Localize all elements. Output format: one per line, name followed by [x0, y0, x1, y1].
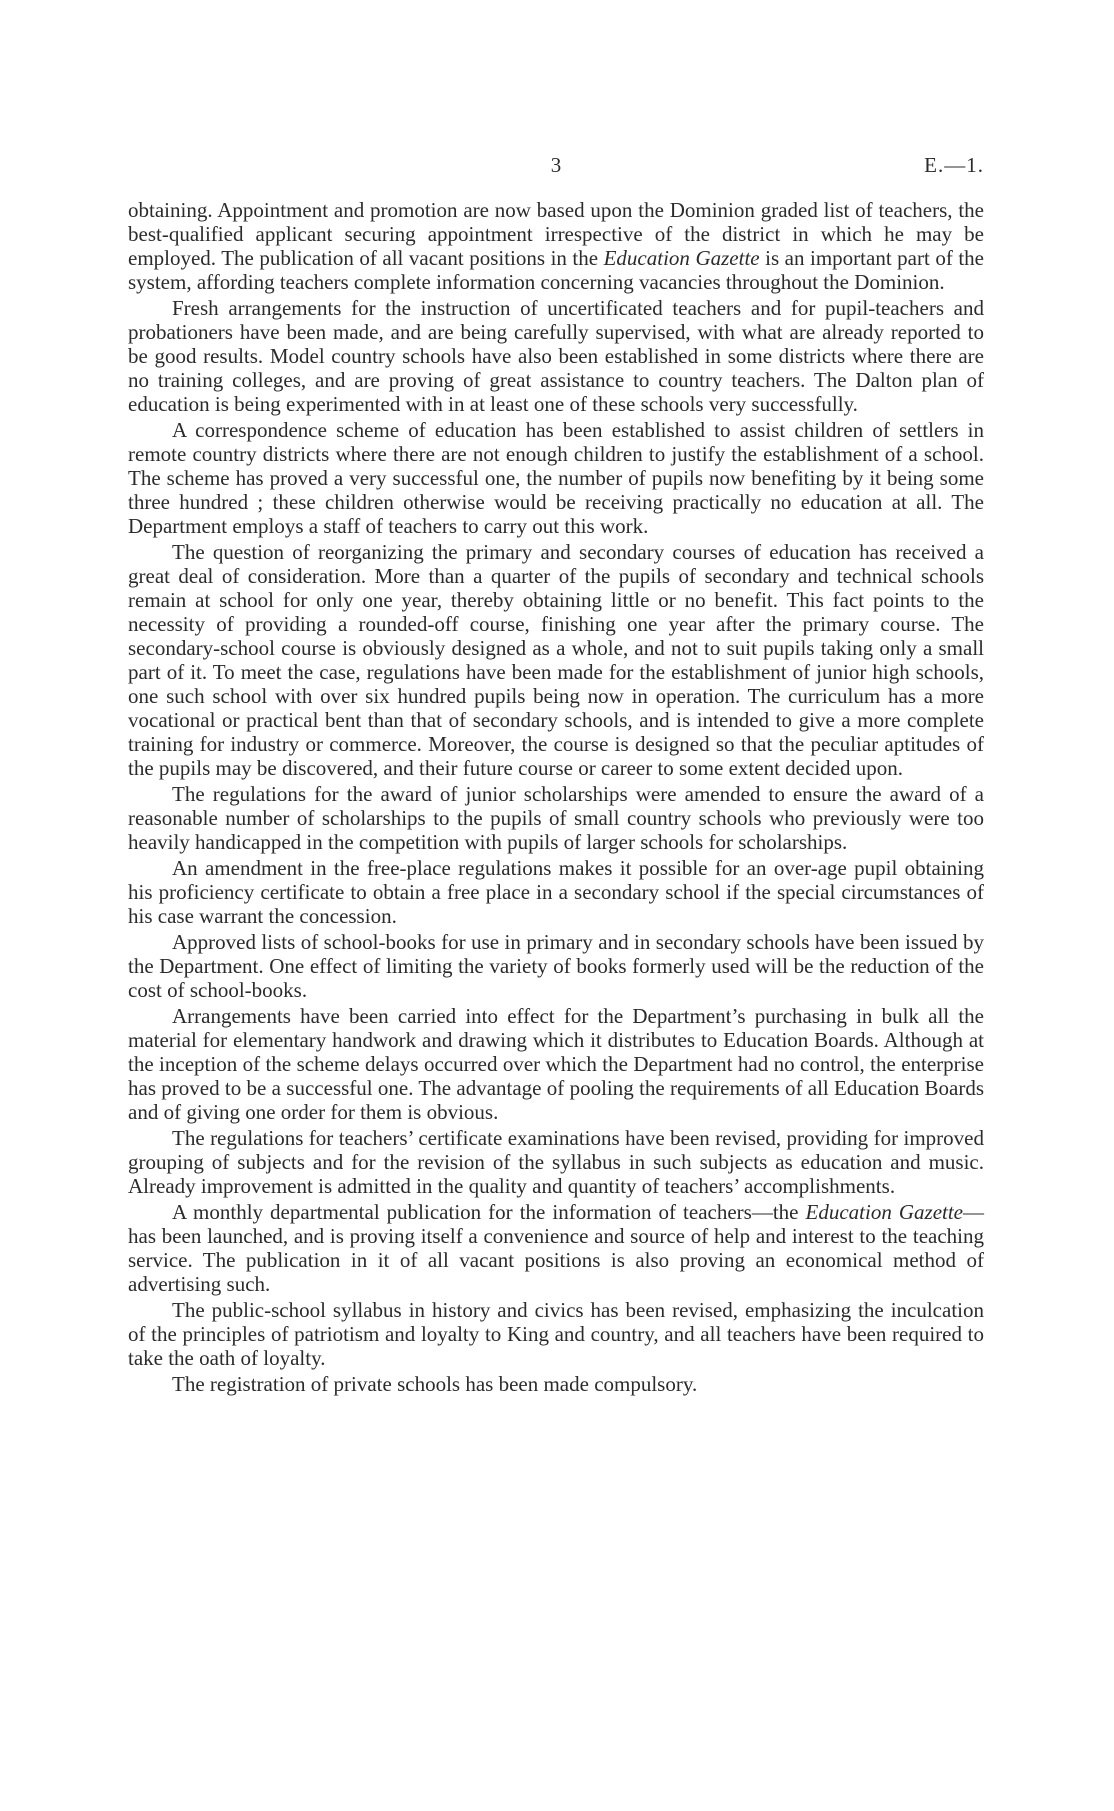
paragraph-text: is an important part of the system, affording teachers complete information concerning vacancies throughout the Dominion.	[128, 246, 985, 294]
paragraph-text: The question of reorganizing the primary and secondary courses of education has received a great deal of consideration. More than a quarter of the pupils of secondary and technical schools remain at school for only one year, thereby obtaining little or no benefit. This fact points to the necessity of providing a rounded-off course, finishing one year after the primary course. The secondary-school course is obviously designed as a whole, and not to suit pupils taking only a small part of it. To meet the case, regulations have been made for the establishment of junior high schools, one such school with over six hundred pupils being now in operation. The curriculum has a more vocational or practical bent than that of secondary schools, and is intended to give a more complete training for industry or commerce. Moreover, the course is designed so that the peculiar aptitudes of the pupils may be discovered, and their future course or career to some extent decided upon.	[128, 540, 984, 780]
document-reference: E.—1.	[924, 153, 984, 177]
paragraph-p8	[128, 1004, 984, 1124]
paragraph-p9	[128, 1126, 984, 1198]
paragraph-p2	[128, 296, 984, 416]
paragraph-text: The public-school syllabus in history and civics has been revised, emphasizing the inculcation of the principles of patriotism and loyalty to King and country, and all teachers have been required to take the oath of loyalty.	[128, 1298, 984, 1370]
paragraph-p6	[128, 856, 984, 928]
paragraph-p7	[128, 930, 984, 1002]
body-text	[128, 198, 984, 1396]
paragraph-text: The regulations for teachers’ certificate examinations have been revised, providing for improved grouping of subjects and for the revision of the syllabus in such subjects as education and music. Already improvement is admitted in the quality and quantity of teachers’ accomplishments.	[128, 1126, 984, 1198]
paragraph-text: An amendment in the free-place regulations makes it possible for an over-age pupil obtaining his proficiency certificate to obtain a free place in a secondary school if the special circumstances of his case warrant the concession.	[128, 856, 984, 928]
publication-title: Education Gazette	[603, 246, 760, 270]
paragraph-p10	[128, 1200, 984, 1296]
paragraph-text: Fresh arrangements for the instruction of uncertificated teachers and for pupil-teachers and probationers have been made, and are being carefully supervised, with what are already reported to be good results. Model country schools have also been established in some districts where there are no training colleges, and are proving of great assistance to country teachers. The Dalton plan of education is being experimented with in at least one of these schools very successfully.	[128, 296, 984, 416]
paragraph-text: A correspondence scheme of education has been established to assist children of settlers in remote country districts where there are not enough children to justify the establishment of a school. The scheme has proved a very successful one, the number of pupils now benefiting by it being some three hundred ; these children otherwise would be receiving practically no education at all. The Department employs a staff of teachers to carry out this work.	[128, 418, 984, 538]
paragraph-text: obtaining. Appointment and promotion are now based upon the Dominion graded list of teachers, the best-qualified applicant securing appointment irrespective of the district in which he may be employed. The publication of all vacant positions in the	[128, 198, 984, 270]
paragraph-text: The regulations for the award of junior scholarships were amended to ensure the award of a reasonable number of scholarships to the pupils of small country schools who previously were too heavily handicapped in the competition with pupils of larger schools for scholarships.	[128, 782, 984, 854]
paragraph-text: —has been launched, and is proving itself a convenience and source of help and interest to the teaching service. The publication in it of all vacant positions is also proving an economical method of advertising such.	[128, 1200, 985, 1296]
publication-title: Education Gazette	[805, 1200, 964, 1224]
paragraph-p3	[128, 418, 984, 538]
paragraph-p12	[128, 1372, 984, 1396]
paragraph-p5	[128, 782, 984, 854]
page-number: 3	[550, 153, 562, 177]
paragraph-text: Approved lists of school-books for use in primary and in secondary schools have been issued by the Department. One effect of limiting the variety of books formerly used will be the reduction of the cost of school-books.	[128, 930, 984, 1002]
paragraph-p11	[128, 1298, 984, 1370]
paragraph-text: A monthly departmental publication for the information of teachers—the	[172, 1200, 806, 1224]
paragraph-text: The registration of private schools has been made compulsory.	[172, 1372, 698, 1396]
paragraph-text: Arrangements have been carried into effect for the Department’s purchasing in bulk all the material for elementary handwork and drawing which it distributes to Education Boards. Although at the inception of the scheme delays occurred over which the Department had no control, the enterprise has proved to be a successful one. The advantage of pooling the requirements of all Education Boards and of giving one order for them is obvious.	[128, 1004, 984, 1124]
paragraph-p4	[128, 540, 984, 780]
page-header	[128, 150, 984, 180]
paragraph-p1	[128, 198, 984, 294]
